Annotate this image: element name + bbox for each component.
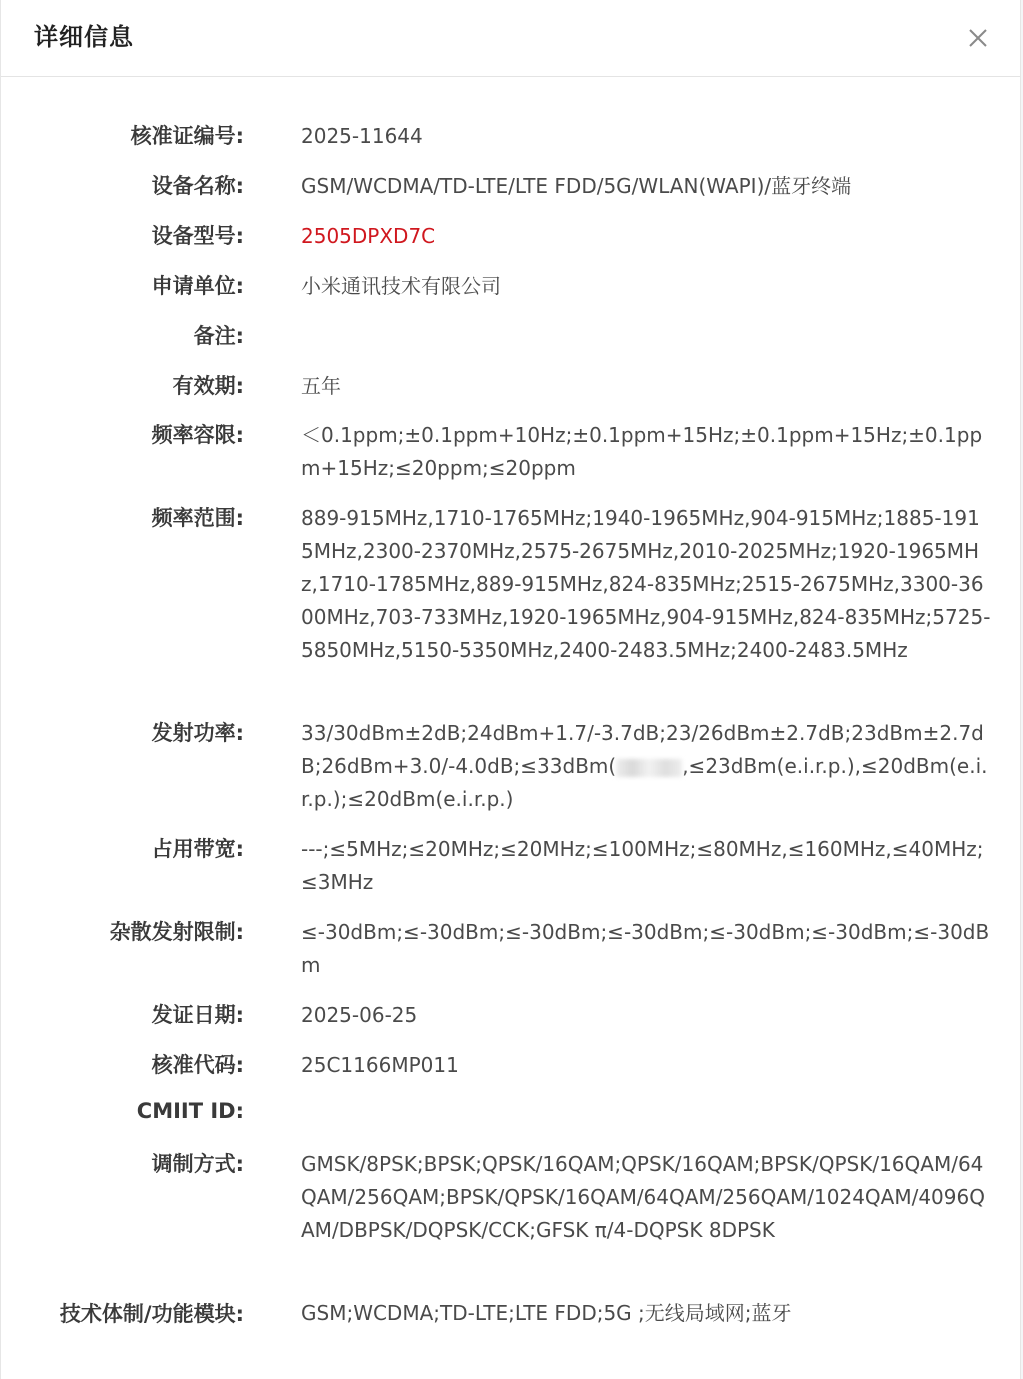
details-body [1,77,1020,1379]
field-value: 五年 [301,374,341,398]
field-value [301,717,991,816]
field-value: GSM;WCDMA;TD-LTE;LTE FDD;5G ;无线局域网;蓝牙 [301,1301,792,1325]
field-label: 设备名称: [151,174,244,198]
field-value: ＜0.1ppm;±0.1ppm+10Hz;±0.1ppm+15Hz;±0.1ppm+15Hz;±0.1ppm+15Hz;≤20ppm;≤20ppm [301,423,983,480]
redacted-blur [616,759,682,777]
field-value: ---;≤5MHz;≤20MHz;≤20MHz;≤100MHz;≤80MHz,≤160MHz,≤40MHz;≤3MHz [301,837,984,894]
field-label: CMIIT ID: [136,1099,244,1123]
field-label: 杂散发射限制: [109,920,244,944]
field-label: 技术体制/功能模块: [59,1302,244,1326]
field-label: 占用带宽: [151,837,244,861]
value-text: ,≤23dBm(e.i.r.p.),≤20dBm(e.i.r.p.);≤20dBm(e.i.r.p.) [301,754,988,811]
field-label: 备注: [193,324,244,348]
field-label: 核准证编号: [130,124,244,148]
field-label: 设备型号: [151,224,244,248]
field-value-model: 2505DPXD7C [301,224,436,248]
value-text: 33/30dBm±2dB;24dBm+1.7/-3.7dB;23/26dBm±2.7dB;23dBm±2.7dB;26dBm+3.0/-4.0dB;≤33dBm( [301,721,984,778]
field-label: 频率范围: [151,506,244,530]
field-value: ≤-30dBm;≤-30dBm;≤-30dBm;≤-30dBm;≤-30dBm;≤-30dBm;≤-30dBm [301,920,990,977]
dialog-title: 详细信息 [34,23,134,51]
field-value: 小米通讯技术有限公司 [301,274,501,298]
field-value: 2025-11644 [301,124,423,148]
field-label: 有效期: [172,374,244,398]
field-label: 调制方式: [151,1152,244,1176]
field-label: 发射功率: [151,721,244,745]
field-value: 25C1166MP011 [301,1053,459,1077]
field-value: 2025-06-25 [301,1003,418,1027]
field-label: 核准代码: [151,1053,244,1077]
dialog-header [1,0,1020,77]
close-button[interactable] [962,22,994,54]
field-label: 频率容限: [151,423,244,447]
field-value: 889-915MHz,1710-1765MHz;1940-1965MHz,904-915MHz;1885-1915MHz,2300-2370MHz,2575-2675MHz,2010-2025MHz;1920-1965MHz,1710-1785MHz,889-915MHz,824-835MHz;2515-2675MHz,3300-3600MHz,703-733MHz,1920-1965MHz,904-915MHz,824-835MHz;5725-5850MHz,5150-5350MHz,2400-2483.5MHz;2400-2483.5MHz [301,506,991,662]
field-label: 发证日期: [151,1003,244,1027]
field-label: 申请单位: [151,274,244,298]
field-value: GMSK/8PSK;BPSK;QPSK/16QAM;QPSK/16QAM;BPSK/QPSK/16QAM/64QAM/256QAM;BPSK/QPSK/16QAM/64QAM/256QAM/1024QAM/4096QAM/DBPSK/DQPSK/CCK;GFSK π/4-DQPSK 8DPSK [301,1152,985,1242]
close-icon [962,22,994,54]
field-value: GSM/WCDMA/TD-LTE/LTE FDD/5G/WLAN(WAPI)/蓝牙终端 [301,174,852,198]
